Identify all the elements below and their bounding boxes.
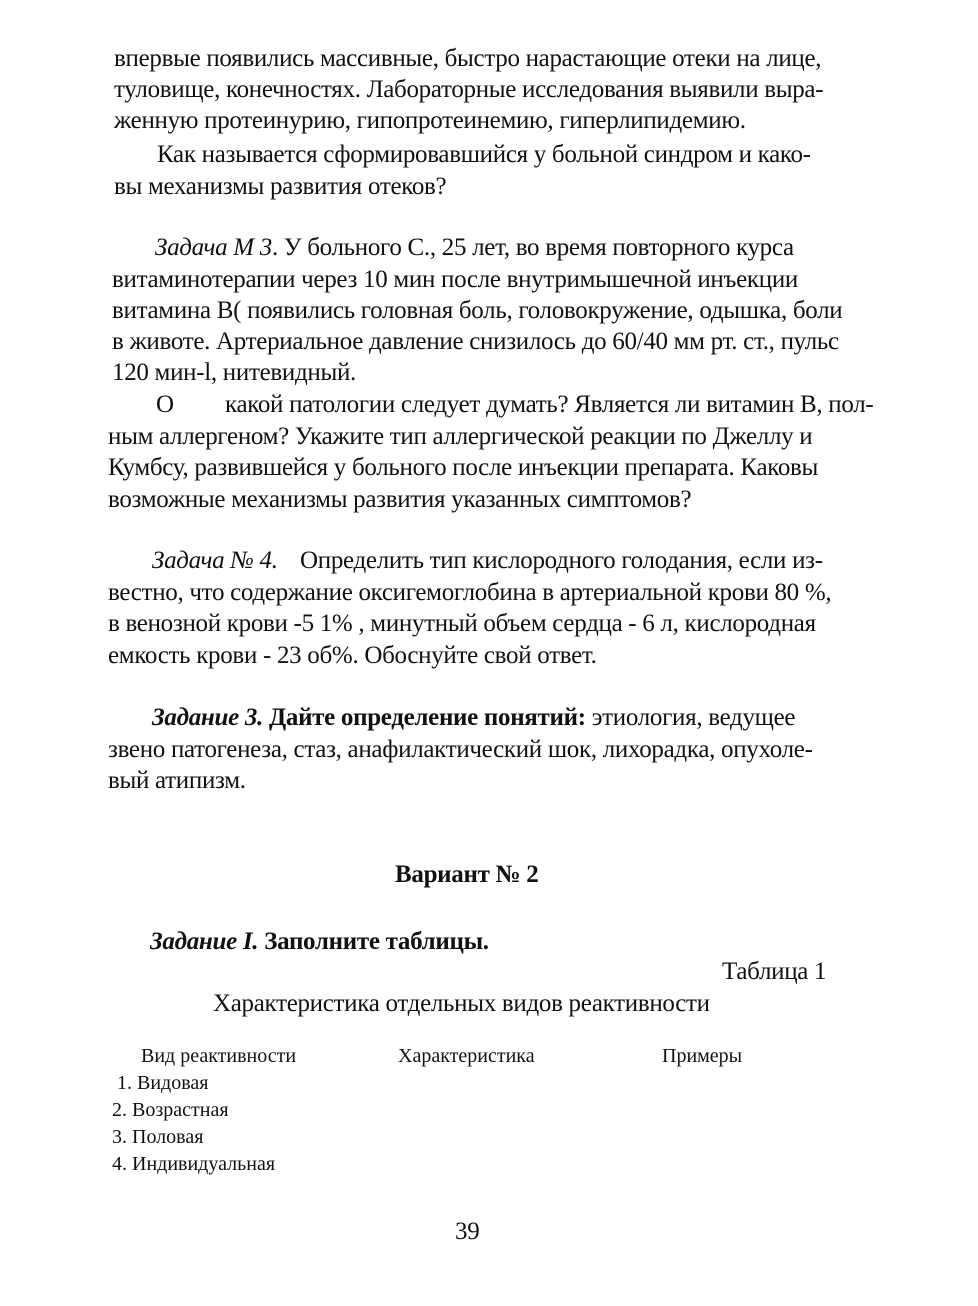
text-line: возможные механизмы развития указанных симптомов? (108, 486, 692, 513)
task3-label: Задача М 3 (155, 234, 272, 261)
assignment1-label: Задание I. (150, 928, 259, 955)
text-line: витамина В( появились головная боль, головокружение, одышка, боли (112, 297, 843, 324)
assignment3-label: Задание 3. (152, 704, 264, 731)
question-line: Как называется сформировавшийся у больной синдром и како- (157, 141, 811, 168)
text-line: звено патогенеза, стаз, анафилактический шок, лихорадка, опухоле- (108, 736, 813, 763)
table-caption: Характеристика отдельных видов реактивности (213, 990, 710, 1017)
assignment3-heading (152, 703, 795, 733)
assignment3-bold: Дайте определение понятий: (268, 704, 586, 731)
text-line: вестно, что содержание оксигемоглобина в артериальной крови 80 %, (108, 579, 832, 606)
variant-title: Вариант № 2 (395, 861, 539, 888)
text-line: ным аллергеном? Укажите тип аллергической реакции по Джеллу и (108, 423, 813, 450)
text-line: туловище, конечностях. Лабораторные исследования выявили выра- (114, 76, 824, 103)
task4-label: Задача № 4. (152, 547, 278, 574)
text-line: 120 мин-l, нитевидный. (112, 359, 356, 386)
text-line: вый атипизм. (108, 767, 246, 794)
text-line: в венозной крови -5 1% , минутный объем сердца - 6 л, кислородная (108, 610, 816, 637)
table-row: 3. Половая (112, 1126, 204, 1148)
text-line: в животе. Артериальное давление снизилось до 60/40 мм рт. ст., пульс (112, 328, 839, 355)
table-row: 1. Видовая (117, 1072, 209, 1094)
text-line: витаминотерапии через 10 мин после внутримышечной инъекции (112, 266, 799, 293)
task3-question-start: О (156, 391, 174, 418)
question-line: вы механизмы развития отеков? (114, 173, 447, 200)
text-line: женную протеинурию, гипопротеинемию, гиперлипидемию. (114, 107, 746, 134)
assignment1-bold: Заполните таблицы. (264, 928, 489, 955)
page-number: 39 (455, 1218, 480, 1245)
text-line: Кумбсу, развившейся у больного после инъекции препарата. Каковы (108, 454, 819, 481)
task3-first-line: . У больного С., 25 лет, во время повторного курса (271, 234, 794, 261)
table-row: 2. Возрастная (112, 1099, 229, 1121)
text-line: какой патологии следует думать? Является ли витамин В, пол- (225, 391, 874, 418)
text-line: впервые появились массивные, быстро нарастающие отеки на лице, (114, 45, 822, 72)
table-header: Примеры (662, 1045, 743, 1067)
table-number: Таблица 1 (722, 958, 827, 985)
table-header: Характеристика (398, 1045, 535, 1067)
assignment3-first-line: этиология, ведущее (591, 704, 796, 731)
task3-heading (155, 233, 794, 263)
table-row: 4. Индивидуальная (112, 1153, 276, 1175)
text-line: Определить тип кислородного голодания, если из- (300, 547, 823, 574)
assignment1-heading (150, 927, 489, 957)
text-line: емкость крови - 23 об%. Обоснуйте свой ответ. (108, 642, 597, 669)
table-header: Вид реактивности (141, 1045, 297, 1067)
